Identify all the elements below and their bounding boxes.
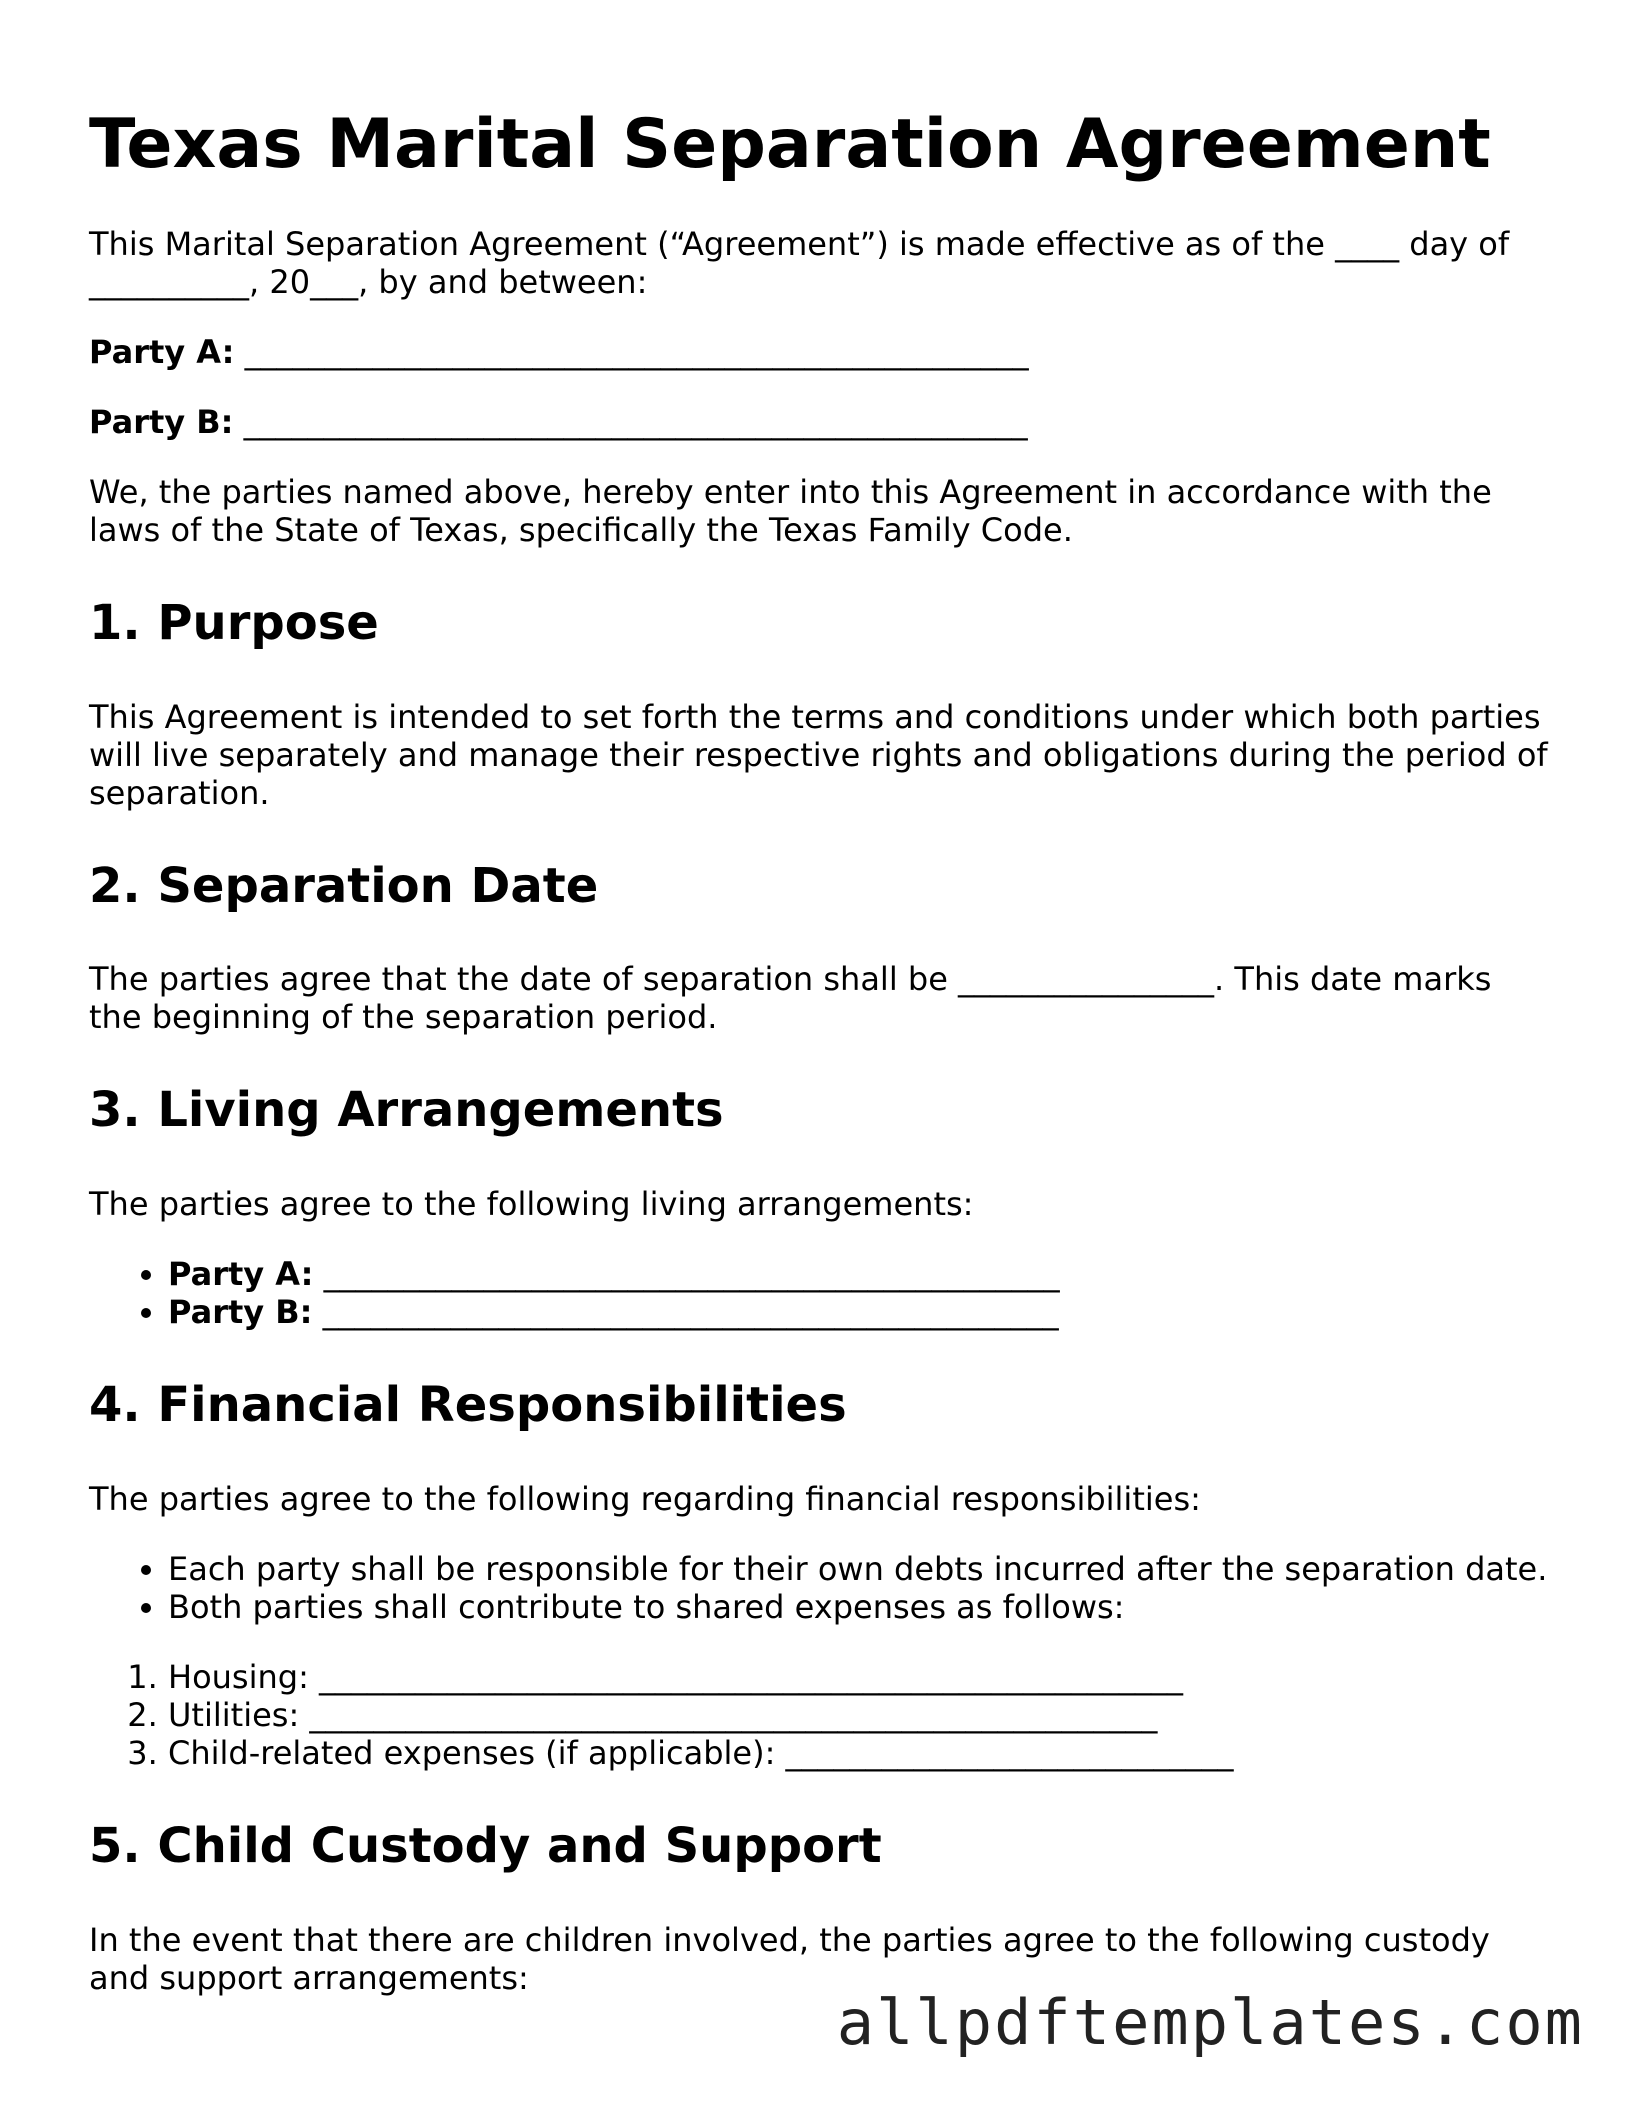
parties-statement: We, the parties named above, hereby enter into this Agreement in accordance with the laws of the State of Texas, specifically the Texas Family Code. bbox=[89, 472, 1492, 549]
list-item: • Each party shall be responsible for their own debts incurred after the separation date. bbox=[168, 1550, 1551, 1588]
section-custody-text: In the event that there are children involved, the parties agree to the following custody and support arrangements: bbox=[89, 1920, 1490, 1997]
section-living-heading: 3. Living Arrangements bbox=[89, 1082, 724, 1139]
section-custody-heading: 5. Child Custody and Support bbox=[89, 1817, 882, 1874]
living-party-b-blank: ______________________________________________ bbox=[312, 1293, 1059, 1332]
list-item: 1. Housing: ______________________________________________________ bbox=[168, 1658, 1551, 1696]
financial-bullet-list bbox=[89, 1550, 1551, 1626]
watermark: allpdftemplates.com bbox=[836, 1986, 1584, 2059]
section-purpose-heading: 1. Purpose bbox=[89, 594, 379, 651]
living-list bbox=[89, 1255, 1551, 1331]
list-item bbox=[168, 1293, 1551, 1331]
section-living-text: The parties agree to the following living arrangements: bbox=[89, 1185, 974, 1224]
party-b-blank: _________________________________________________ bbox=[233, 402, 1028, 441]
document-title: Texas Marital Separation Agreement bbox=[89, 105, 1491, 184]
party-b-line bbox=[89, 403, 1551, 441]
section-financial-text: The parties agree to the following regarding financial responsibilities: bbox=[89, 1479, 1201, 1518]
living-party-a-blank: ______________________________________________ bbox=[313, 1255, 1060, 1294]
party-a-line bbox=[89, 333, 1551, 371]
party-b-label: Party B: bbox=[89, 402, 234, 441]
list-item: • Both parties shall contribute to shared expenses as follows: bbox=[168, 1588, 1551, 1626]
intro-paragraph: This Marital Separation Agreement (“Agreement”) is made effective as of the ____ day of __________, 20___, by and between: bbox=[89, 224, 1510, 301]
list-item bbox=[168, 1255, 1551, 1293]
section-separation-date-heading: 2. Separation Date bbox=[89, 857, 599, 914]
party-a-label: Party A: bbox=[89, 332, 235, 371]
financial-numbered-list bbox=[89, 1658, 1551, 1772]
living-party-b-label: Party B: bbox=[168, 1293, 313, 1332]
document-page bbox=[89, 105, 1551, 2029]
list-item: 2. Utilities: _____________________________________________________ bbox=[168, 1696, 1551, 1734]
party-a-blank: _________________________________________________ bbox=[234, 332, 1029, 371]
section-purpose-text: This Agreement is intended to set forth the terms and conditions under which both parties will live separately and manage their respective rights and obligations during the period of separation. bbox=[89, 697, 1548, 812]
section-financial-heading: 4. Financial Responsibilities bbox=[89, 1377, 847, 1434]
section-separation-date-text: The parties agree that the date of separation shall be ________________. This date marks the beginning of the separation period. bbox=[89, 960, 1492, 1037]
list-item: 3. Child-related expenses (if applicable): ____________________________ bbox=[168, 1734, 1551, 1772]
living-party-a-label: Party A: bbox=[168, 1255, 314, 1294]
